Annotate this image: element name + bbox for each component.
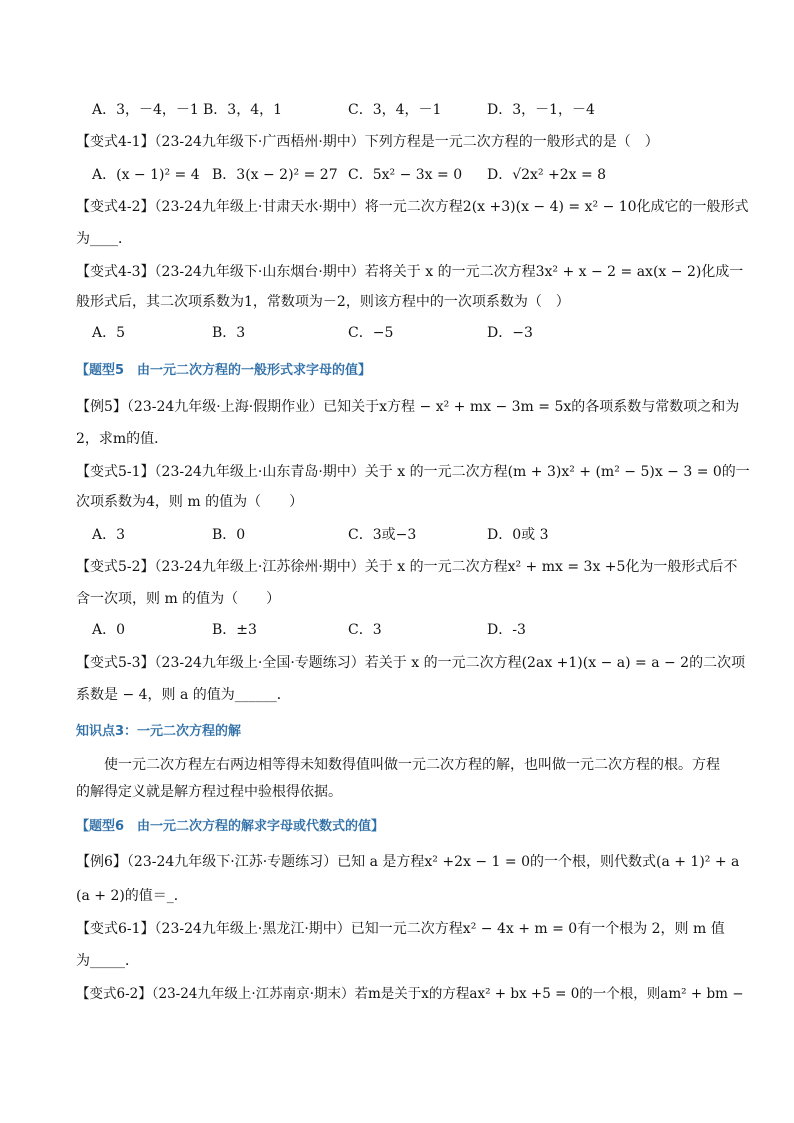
example-5-line2: 2，求m的值． [76, 431, 169, 447]
question-5-2-line2: 含一次项，则 m 的值为（ ） [76, 591, 281, 607]
question-5-3-line2: 系数是 − 4，则 a 的值为______． [76, 687, 291, 703]
question-6-2-line1: 【变式6-2】（23-24九年级上·江苏南京·期末）若m是关于x的方程ax² + bx +5 = 0的一个根，则am² + bm − [76, 986, 744, 1002]
option-c: C．5x² − 3x = 0 [348, 167, 463, 183]
question-4-3-line2: 般形式后，其二次项系数为1，常数项为－2，则该方程中的一次项系数为（ ） [76, 294, 570, 310]
question-4-2-line1: 【变式4-2】（23-24九年级上·甘肃天水·期中）将一元二次方程2(x +3)(x − 4) = x² − 10化成它的一般形式 [76, 199, 749, 215]
option-a: A．(x − 1)² = 4 [92, 167, 200, 183]
question-6-1-line2: 为_____． [76, 953, 139, 969]
option-b: B．3 [212, 325, 246, 341]
question-4-3-line1: 【变式4-3】（23-24九年级下·山东烟台·期中）若将关于 x 的一元二次方程3x² + x − 2 = ax(x − 2)化成一 [76, 264, 744, 280]
option-b: B．0 [212, 527, 246, 543]
question-5-2-line1: 【变式5-2】（23-24九年级上·江苏徐州·期中）关于 x 的一元二次方程x² + mx = 3x +5化为一般形式后不 [76, 559, 738, 575]
option-b: B．3，4，1 [203, 102, 283, 118]
option-c: C．3 [348, 622, 382, 638]
option-d: D．3，－1，－4 [487, 102, 595, 118]
option-d: D．√2x² +2x = 8 [487, 167, 607, 183]
example-6-line1: 【例6】（23-24九年级下·江苏·专题练习）已知 a 是方程x² +2x − 1 = 0的一个根，则代数式(a + 1)² + a [76, 854, 740, 870]
option-b: B．±3 [212, 622, 257, 638]
option-a: A．3 [92, 527, 126, 543]
option-d: D．−3 [487, 325, 533, 341]
option-a: A．5 [92, 325, 126, 341]
knowledge-point-paragraph: 使一元二次方程左右两边相等得未知数得值叫做一元二次方程的解，也叫做一元二次方程的根。方程的解得定义就是解方程过程中验根得依据。 [76, 757, 720, 800]
knowledge-point-heading: 知识点3：一元二次方程的解 [76, 724, 242, 739]
question-4-1: 【变式4-1】（23-24九年级下·广西梧州·期中）下列方程是一元二次方程的一般形式的是（ ） [76, 134, 659, 150]
question-5-1-line2: 次项系数为4，则 m 的值为（ ） [76, 494, 304, 510]
option-c: C．−5 [348, 325, 394, 341]
question-5-3-line1: 【变式5-3】（23-24九年级上·全国·专题练习）若关于 x 的一元二次方程(2ax +1)(x − a) = a − 2的二次项 [76, 655, 746, 671]
example-5-line1: 【例5】（23-24九年级·上海·假期作业）已知关于x方程 − x² + mx − 3m = 5x的各项系数与常数项之和为 [76, 399, 740, 415]
option-c: C．3，4，－1 [348, 102, 442, 118]
section-heading-type6: 【题型6 由一元二次方程的解求字母或代数式的值】 [76, 819, 385, 834]
question-5-1-line1: 【变式5-1】（23-24九年级上·山东青岛·期中）关于 x 的一元二次方程(m + 3)x² + (m² − 5)x − 3 = 0的一 [76, 464, 750, 480]
option-d: D．-3 [487, 622, 526, 638]
option-c: C．3或−3 [348, 527, 417, 543]
option-a: A．0 [92, 622, 126, 638]
option-a: A．3，－4，－1 [92, 102, 199, 118]
question-4-2-line2: 为____． [76, 231, 132, 247]
option-d: D．0或 3 [487, 527, 549, 543]
option-b: B．3(x − 2)² = 27 [212, 167, 338, 183]
section-heading-type5: 【题型5 由一元二次方程的一般形式求字母的值】 [76, 363, 372, 378]
question-6-1-line1: 【变式6-1】（23-24九年级上·黑龙江·期中）已知一元二次方程x² − 4x + m = 0有一个根为 2，则 m 值 [76, 921, 725, 937]
example-6-line2: (a + 2)的值＝_． [76, 888, 188, 904]
